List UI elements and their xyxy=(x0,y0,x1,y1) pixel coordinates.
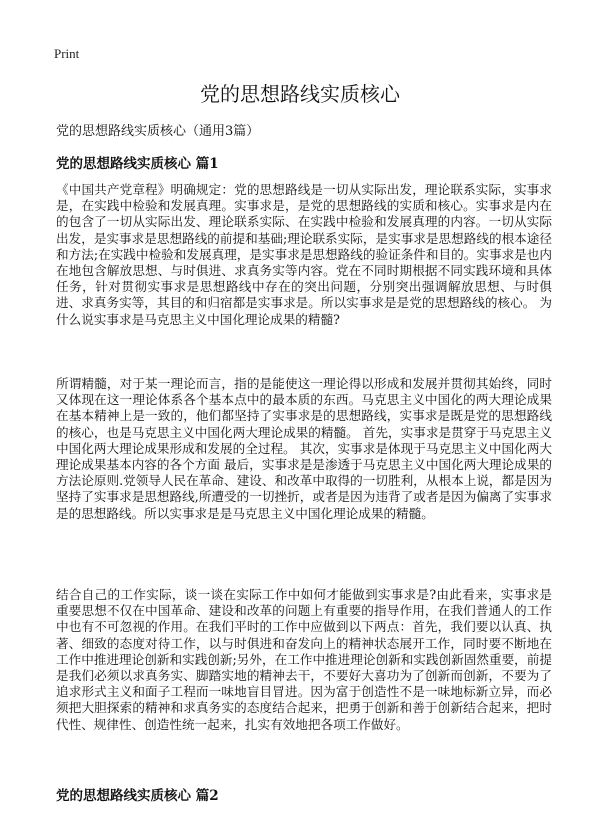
section-1-paragraph-2: 所谓精髓，对于某一理论而言，指的是能使这一理论得以形成和发展并贯彻其始终，同时又体现在这一理论体系各个基本点中的最本质的东西。马克思主义中国化的两大理论成果在基本精神上是一致的，他们都坚持了实事求是的思想路线，实事求是既是党的思想路线的核心，也是马克思主义中国化两大理论成果的精髓。 首先，实事求是贯穿于马克思主义中国化两大理论成果形成和发展的全过程。 其次，实事求是体现于马克思主义中国化两大理论成果基本内容的各个方面 最后，实事求是是渗透于马克思主义中国化两大理论成果的方法论原则.党领导人民在革命、建设、和改革中取得的一切胜利，从根本上说，都是因为坚持了实事求是思想路线,所遭受的一切挫折，或者是因为违背了或者是因为偏离了实事求是的思想路线。所以实事求是是马克思主义中国化理论成果的精髓。 xyxy=(56,376,552,521)
page-title: 党的思想路线实质核心 xyxy=(200,82,400,106)
print-label: Print xyxy=(54,46,80,61)
section-1-paragraph-1: 《中国共产党章程》明确规定：党的思想路线是一切从实际出发，理论联系实际，实事求是，在实践中检验和发展真理。实事求是，是党的思想路线的实质和核心。实事求是内在的包含了一切从实际出发、理论联系实际、在实践中检验和发展真理的内容。一切从实际出发，是实事求是思想路线的前提和基础;理论联系实际，是实事求是思想路线的根本途径和方法;在实践中检验和发展真理，是实事求是思想路线的验证条件和目的。实事求是也内在地包含解放思想、与时俱进、求真务实等内容。党在不同时期根据不同实践环境和具体任务，针对贯彻实事求是思想路线中存在的突出问题，分别突出强调解放思想、与时俱进、求真务实等，其目的和归宿都是实事求是。所以实事求是是党的思想路线的核心。 为什么说实事求是马克思主义中国化理论成果的精髓? xyxy=(56,182,552,327)
section-heading-2: 党的思想路线实质核心 篇2 xyxy=(56,788,219,804)
section-1-paragraph-3: 结合自己的工作实际，谈一谈在实际工作中如何才能做到实事求是?由此看来，实事求是重要思想不仅在中国革命、建设和改革的问题上有重要的指导作用，在我们普通人的工作中也有不可忽视的作用。在我们平时的工作中应做到以下两点：首先，我们要以认真、执著、细致的态度对待工作，以与时俱进和奋发向上的精神状态展开工作，同时要不断地在工作中推进理论创新和实践创新;另外，在工作中推进理论创新和实践创新固然重要，前提是我们必须以求真务实、脚踏实地的精神去干，不要好大喜功为了创新而创新，不要为了追求形式主义和面子工程而一味地盲目冒进。因为富于创造性不是一味地标新立异，而必须把大胆探索的精神和求真务实的态度结合起来，把勇于创新和善于创新结合起来，把时代性、规律性、创造性统一起来，扎实有效地把各项工作做好。 xyxy=(56,587,552,732)
document-subtitle: 党的思想路线实质核心（通用3篇） xyxy=(56,124,260,139)
section-heading-1: 党的思想路线实质核心 篇1 xyxy=(56,156,219,172)
